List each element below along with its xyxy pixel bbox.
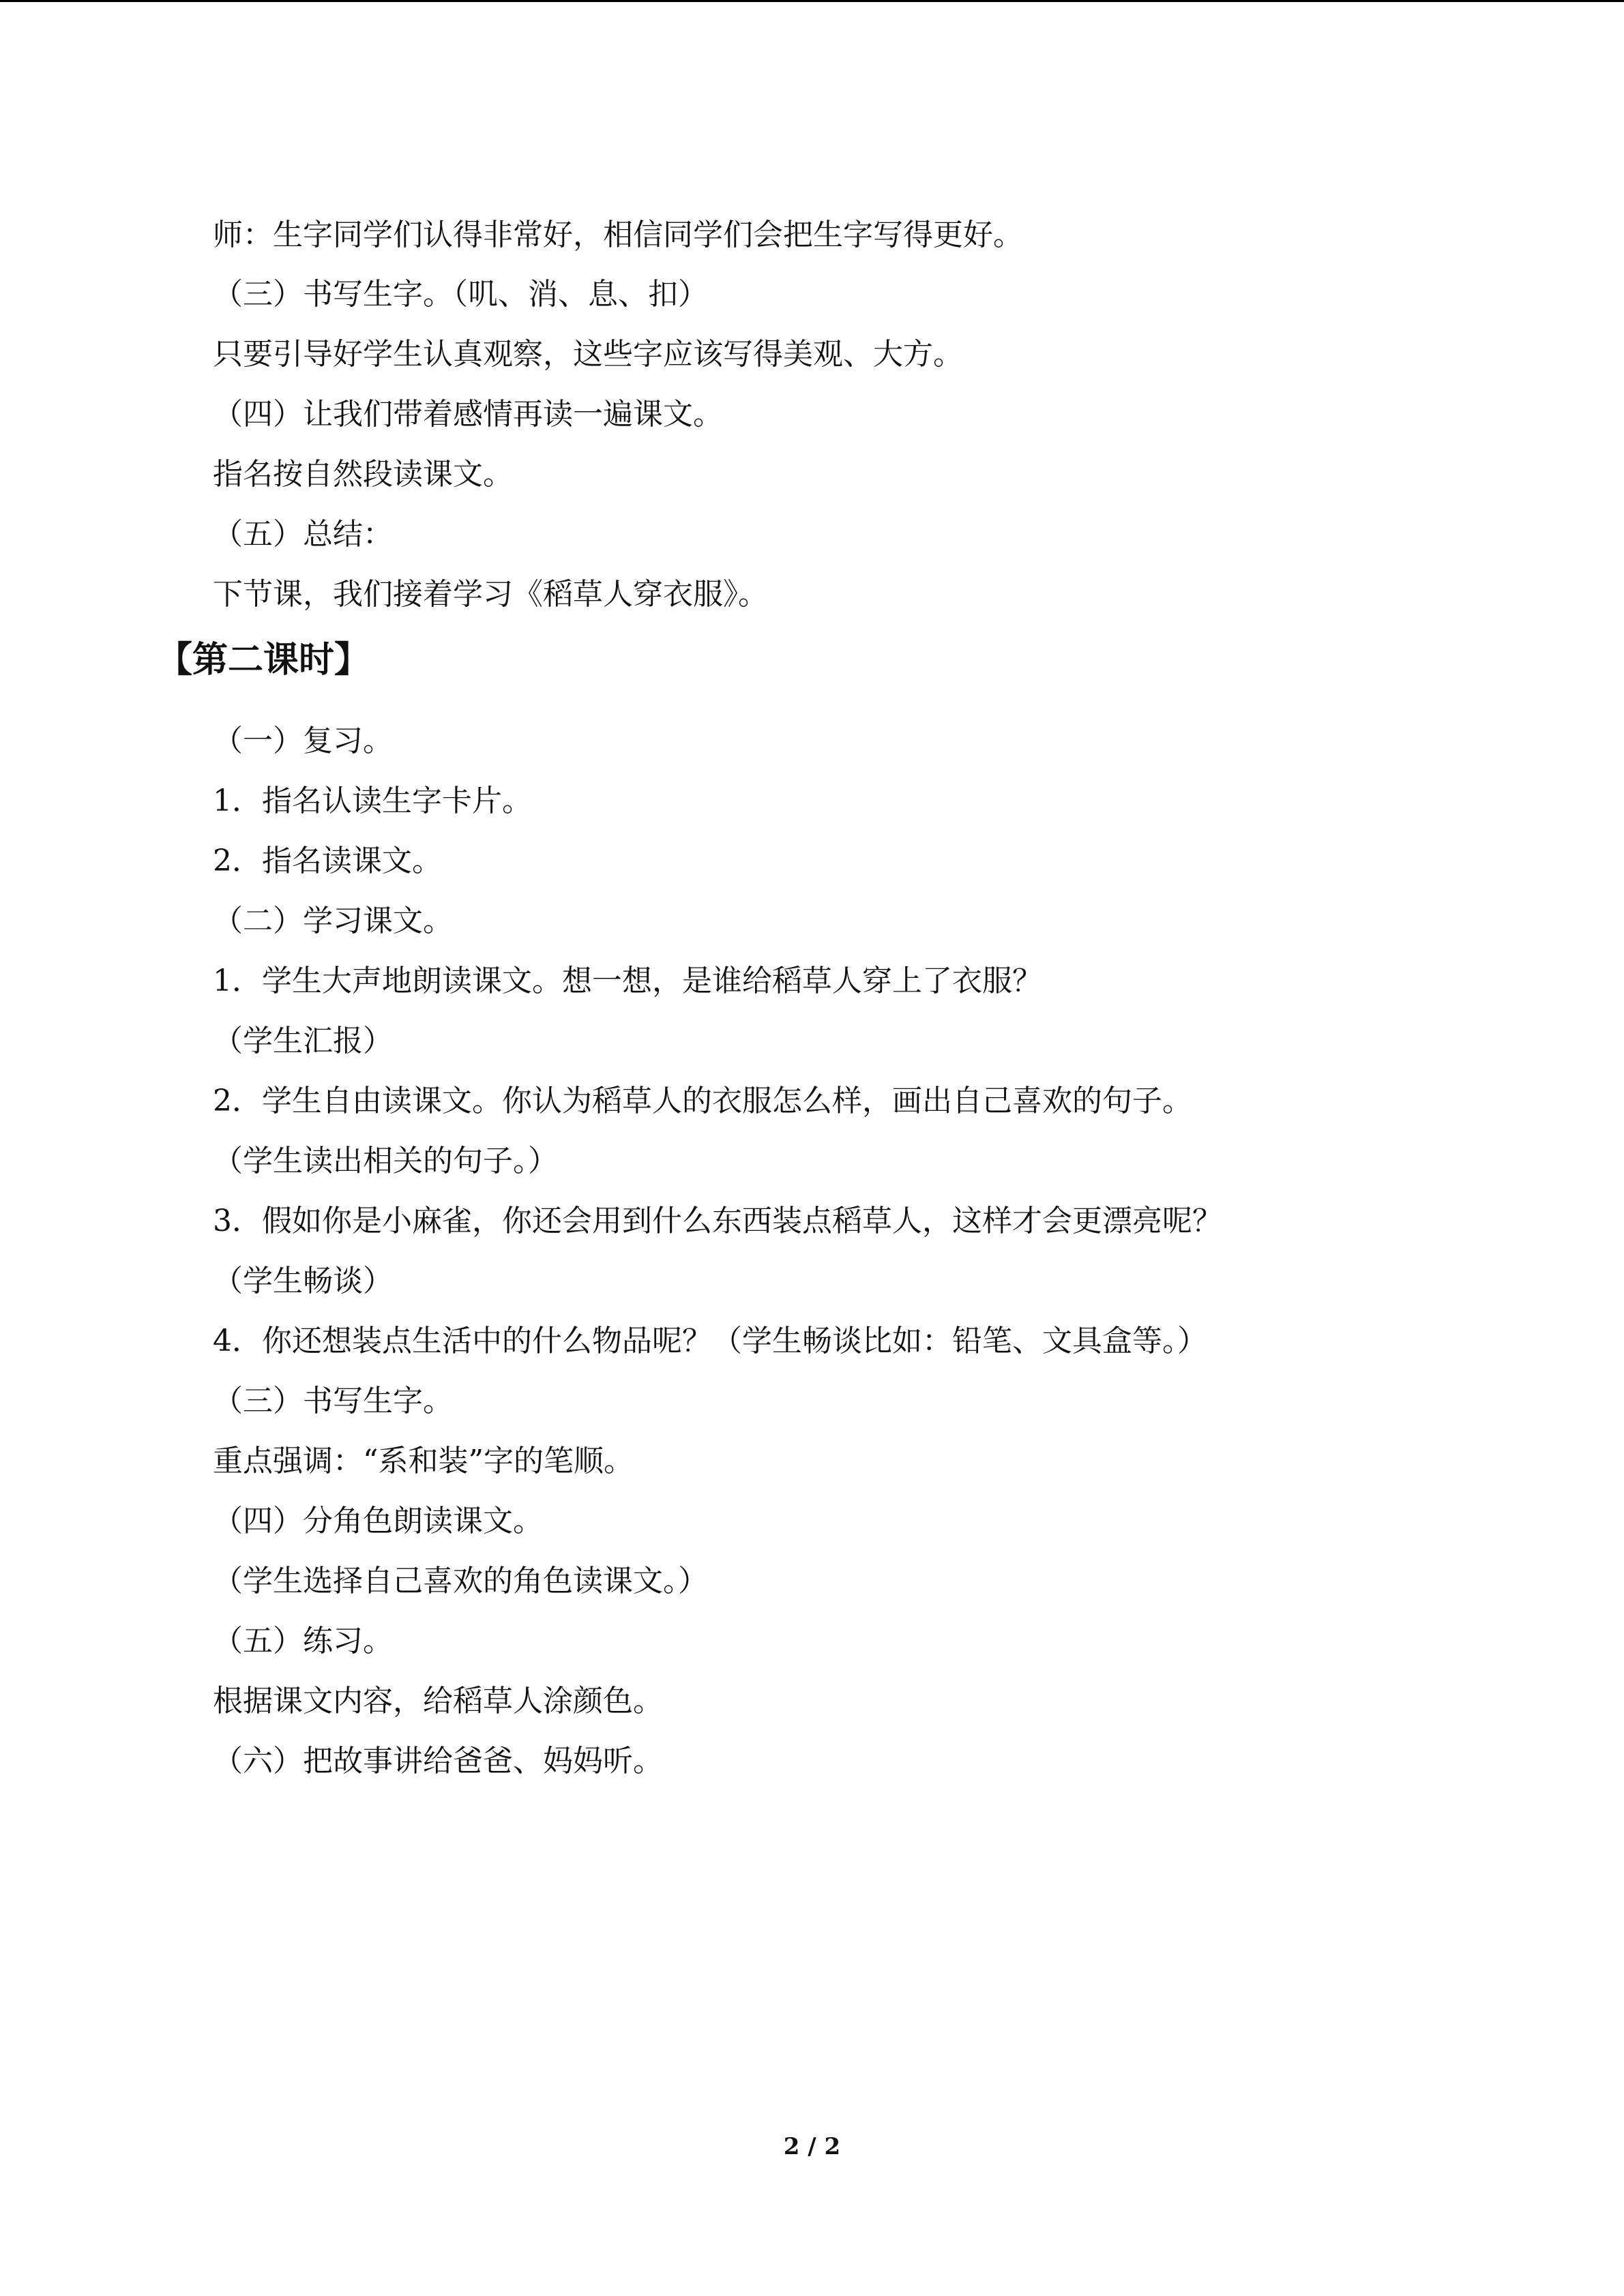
text-line: 下节课，我们接着学习《稻草人穿衣服》。 (213, 577, 768, 612)
text-line: 2．学生自由读课文。你认为稻草人的衣服怎么样，画出自己喜欢的句子。 (213, 1084, 1192, 1118)
text-line: （一）复习。 (213, 724, 393, 758)
top-border-line (0, 0, 1624, 2)
text-line: 4．你还想装点生活中的什么物品呢？（学生畅谈比如：铅笔、文具盒等。） (213, 1324, 1207, 1358)
text-line: （四）分角色朗读课文。 (213, 1504, 543, 1538)
text-line: （四）让我们带着感情再读一遍课文。 (213, 397, 723, 432)
text-line: 1．学生大声地朗读课文。想一想，是谁给稻草人穿上了衣服？ (213, 964, 1042, 998)
text-line: （学生汇报） (213, 1024, 393, 1058)
text-line: （学生畅谈） (213, 1264, 393, 1298)
text-line: （五）总结： (213, 517, 393, 552)
text-line: （五）练习。 (213, 1624, 393, 1658)
text-line: 重点强调：“系和装”字的笔顺。 (213, 1444, 634, 1478)
text-line: 根据课文内容，给稻草人涂颜色。 (213, 1684, 663, 1718)
text-line: 指名按自然段读课文。 (213, 457, 513, 492)
section-heading: 【第二课时】 (157, 639, 370, 681)
text-line: 师：生字同学们认得非常好，相信同学们会把生字写得更好。 (213, 218, 1023, 252)
text-line: （六）把故事讲给爸爸、妈妈听。 (213, 1744, 663, 1778)
text-line: （三）书写生字。（叽、消、息、扣） (213, 277, 708, 312)
text-line: （学生选择自己喜欢的角色读课文。） (213, 1564, 708, 1598)
page-number: 2 / 2 (783, 2133, 841, 2160)
text-line: （三）书写生字。 (213, 1384, 453, 1418)
text-line: 3．假如你是小麻雀，你还会用到什么东西装点稻草人，这样才会更漂亮呢？ (213, 1204, 1222, 1238)
text-line: （学生读出相关的句子。） (213, 1144, 558, 1178)
text-line: 1．指名认读生字卡片。 (213, 784, 532, 818)
text-line: （二）学习课文。 (213, 904, 453, 938)
text-line: 2．指名读课文。 (213, 844, 442, 878)
text-line: 只要引导好学生认真观察，这些字应该写得美观、大方。 (213, 337, 963, 372)
